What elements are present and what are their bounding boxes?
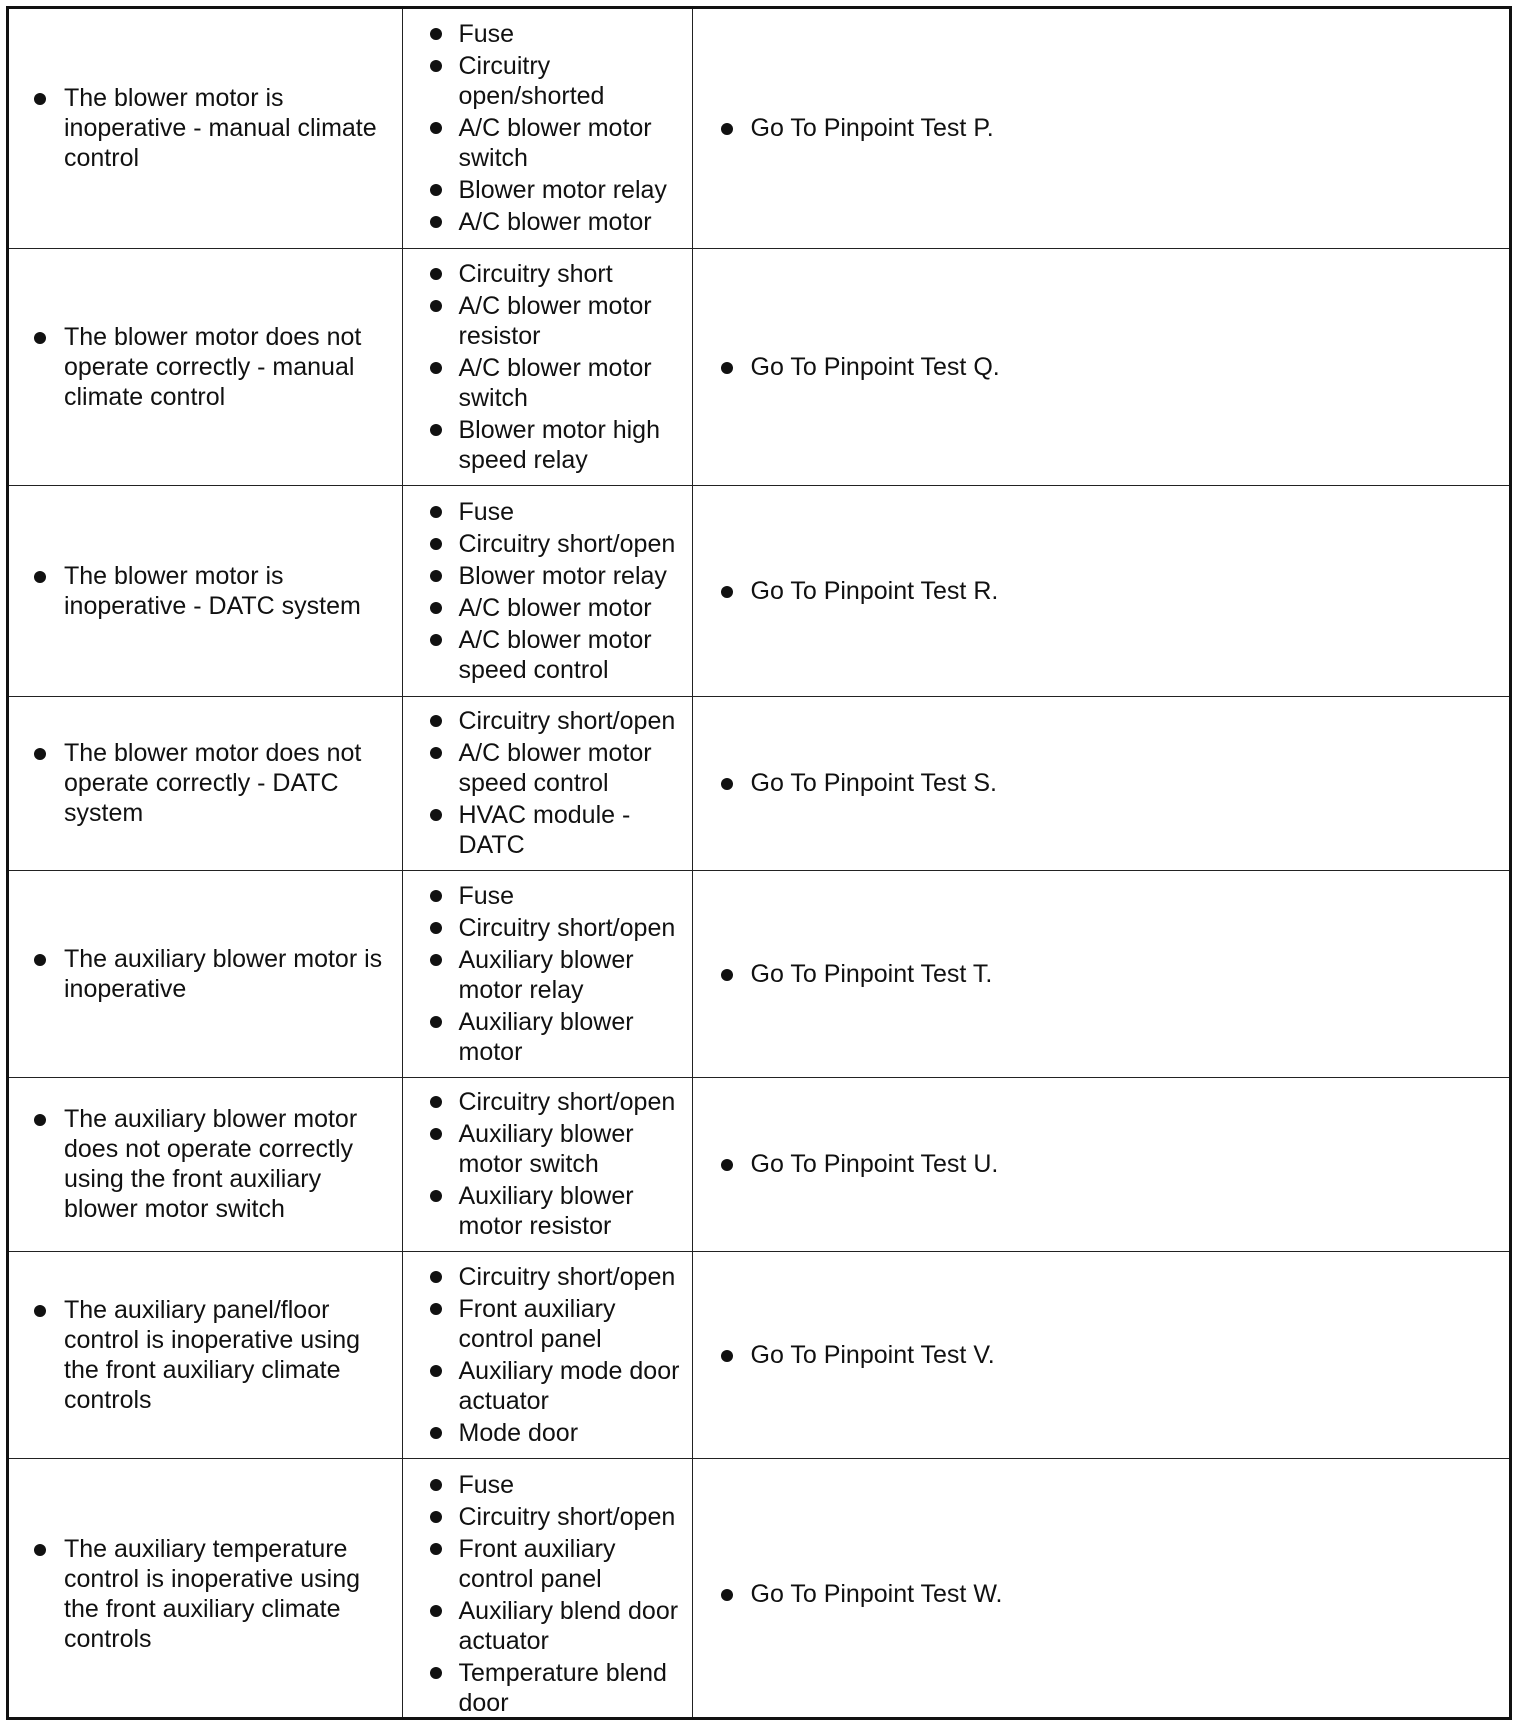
cause-item: Auxiliary blower motor switch [403,1118,688,1180]
condition-text: The auxiliary blower motor is inoperative [9,944,402,1004]
condition-text: The auxiliary temperature control is inoperative using the front auxiliary climate controls [9,1534,402,1654]
cause-item: Fuse [403,18,688,50]
cause-item: Circuitry short/open [403,1501,688,1533]
condition-text: The auxiliary panel/floor control is inoperative using the front auxiliary climate controls [9,1295,402,1415]
action-text: Go To Pinpoint Test R. [693,576,1510,606]
cause-item: Fuse [403,496,688,528]
condition-cell [9,248,402,485]
causes-cell [402,1458,692,1720]
cause-item: A/C blower motor speed control [403,624,688,686]
cause-item: A/C blower motor speed control [403,737,688,799]
action-text: Go To Pinpoint Test U. [693,1149,1510,1179]
condition-cell [9,1458,402,1720]
causes-cell [402,1251,692,1458]
action-cell [692,1077,1509,1251]
cause-item: A/C blower motor resistor [403,290,688,352]
causes-cell [402,1077,692,1251]
action-text: Go To Pinpoint Test Q. [693,352,1510,382]
symptom-chart [6,6,1512,1720]
table-row [9,9,1509,248]
action-text: Go To Pinpoint Test V. [693,1340,1510,1370]
cause-item: Fuse [403,880,688,912]
cause-item: Auxiliary blower motor [403,1006,688,1068]
causes-cell [402,485,692,696]
cause-item: Circuitry short/open [403,1086,688,1118]
cause-item: Front auxiliary control panel [403,1533,688,1595]
action-cell [692,870,1509,1077]
causes-cell [402,9,692,248]
causes-cell [402,248,692,485]
causes-list [403,1258,692,1452]
action-text: Go To Pinpoint Test P. [693,113,1510,143]
cause-item: HVAC module - DATC [403,799,688,861]
causes-list [403,1083,692,1245]
table-row [9,1077,1509,1251]
cause-item: Auxiliary blower motor resistor [403,1180,688,1242]
cause-item: Circuitry short/open [403,705,688,737]
condition-text: The blower motor is inoperative - manual climate control [9,83,402,173]
cause-item: A/C blower motor [403,592,688,624]
condition-cell [9,696,402,870]
causes-list [403,15,692,241]
causes-list [403,702,692,864]
condition-cell [9,870,402,1077]
diagnosis-table [9,9,1509,1720]
condition-cell [9,1251,402,1458]
table-row [9,1251,1509,1458]
action-text: Go To Pinpoint Test W. [693,1579,1510,1609]
action-cell [692,696,1509,870]
action-text: Go To Pinpoint Test S. [693,768,1510,798]
cause-item: A/C blower motor [403,206,688,238]
cause-item: Mode door [403,1417,688,1449]
condition-cell [9,9,402,248]
action-cell [692,485,1509,696]
cause-item: Circuitry short [403,258,688,290]
table-row [9,485,1509,696]
cause-item: Circuitry open/shorted [403,50,688,112]
cause-item: A/C blower motor switch [403,352,688,414]
condition-cell [9,485,402,696]
cause-item: Temperature blend door [403,1657,688,1719]
causes-cell [402,696,692,870]
action-text: Go To Pinpoint Test T. [693,959,1510,989]
condition-text: The auxiliary blower motor does not operate correctly using the front auxiliary blower motor switch [9,1104,402,1224]
cause-item: Auxiliary blower motor relay [403,944,688,1006]
cause-item: Auxiliary blend door actuator [403,1595,688,1657]
cause-item: Front auxiliary control panel [403,1293,688,1355]
causes-list [403,1466,692,1720]
cause-item: Blower motor relay [403,174,688,206]
causes-list [403,493,692,689]
action-cell [692,1458,1509,1720]
action-cell [692,248,1509,485]
condition-text: The blower motor is inoperative - DATC system [9,561,402,621]
table-row [9,1458,1509,1720]
table-row [9,870,1509,1077]
action-cell [692,9,1509,248]
causes-cell [402,870,692,1077]
cause-item: Circuitry short/open [403,912,688,944]
condition-text: The blower motor does not operate correctly - manual climate control [9,322,402,412]
cause-item: Fuse [403,1469,688,1501]
cause-item: Auxiliary mode door actuator [403,1355,688,1417]
condition-cell [9,1077,402,1251]
table-row [9,248,1509,485]
causes-list [403,255,692,479]
table-row [9,696,1509,870]
cause-item: Blower motor relay [403,560,688,592]
cause-item: Blower motor high speed relay [403,414,688,476]
cause-item: Circuitry short/open [403,528,688,560]
causes-list [403,877,692,1071]
cause-item: A/C blower motor switch [403,112,688,174]
condition-text: The blower motor does not operate correctly - DATC system [9,738,402,828]
cause-item: Circuitry short/open [403,1261,688,1293]
action-cell [692,1251,1509,1458]
